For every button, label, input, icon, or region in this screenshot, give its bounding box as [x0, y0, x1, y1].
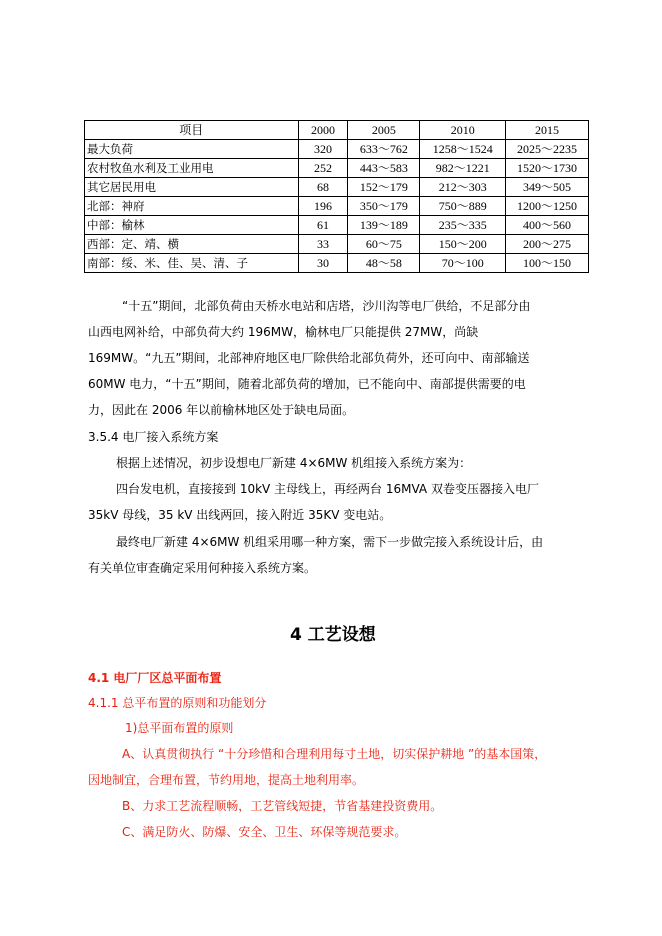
paragraph-line: 169MW。“九五”期间，北部神府地区电厂除供给北部负荷外，还可向中、南部输送: [88, 351, 530, 365]
paragraph-line: 力，因此在 2006 年以前榆林地区处于缺电局面。: [88, 403, 355, 417]
table-cell: 200～275: [506, 235, 589, 254]
table-cell: 48～58: [348, 254, 420, 273]
header-cell: 2005: [348, 121, 420, 140]
table-header-row: [85, 121, 589, 140]
table-cell: 150～200: [420, 235, 506, 254]
subsection-label: 1)总平面布置的原则: [125, 721, 234, 735]
header-cell: 2010: [420, 121, 506, 140]
table-cell: 北部：神府: [85, 197, 299, 216]
table-cell: 1258～1524: [420, 140, 506, 159]
table-cell: 139～189: [348, 216, 420, 235]
table-cell: 252: [298, 159, 348, 178]
table-cell: 349～505: [506, 178, 589, 197]
header-cell: 项目: [85, 121, 299, 140]
table-cell: 443～583: [348, 159, 420, 178]
header-cell: 2015: [506, 121, 589, 140]
table-cell: 中部：榆林: [85, 216, 299, 235]
table-cell: 61: [298, 216, 348, 235]
table-row: [85, 216, 589, 235]
paragraph-line: 山西电网补给，中部负荷大约 196MW，榆林电厂只能提供 27MW，尚缺: [88, 325, 479, 339]
table-cell: 农村牧鱼水利及工业用电: [85, 159, 299, 178]
table-row: [85, 140, 589, 159]
paragraph-line: “十五”期间，北部负荷由天桥水电站和店塔，沙川沟等电厂供给，不足部分由: [122, 299, 531, 313]
table-cell: 235～335: [420, 216, 506, 235]
table-cell: 750～889: [420, 197, 506, 216]
chapter-title: 4 工艺设想: [290, 625, 376, 645]
table-cell: 68: [298, 178, 348, 197]
table-cell: 350～179: [348, 197, 420, 216]
table-cell: 152～179: [348, 178, 420, 197]
section-heading-4-1: 4.1 电厂厂区总平面布置: [88, 671, 222, 685]
table-cell: 320: [298, 140, 348, 159]
table-cell: 30: [298, 254, 348, 273]
table-cell: 70～100: [420, 254, 506, 273]
table-cell: 982～1221: [420, 159, 506, 178]
list-item-a-cont: 因地制宜，合理布置，节约用地，提高土地利用率。: [88, 773, 365, 787]
table-cell: 196: [298, 197, 348, 216]
table-cell: 最大负荷: [85, 140, 299, 159]
paragraph-line: 最终电厂新建 4×6MW 机组采用哪一种方案，需下一步做完接入系统设计后，由: [116, 535, 544, 549]
load-forecast-table: [84, 120, 589, 273]
table-cell: 1520～1730: [506, 159, 589, 178]
section-heading-3-5-4: 3.5.4 电厂接入系统方案: [88, 430, 219, 444]
table-cell: 400～560: [506, 216, 589, 235]
paragraph-line: 有关单位审查确定采用何种接入系统方案。: [88, 561, 317, 575]
paragraph-line: 四台发电机，直接接到 10kV 主母线上，再经两台 16MVA 双卷变压器接入电厂: [116, 482, 539, 496]
list-item-b: B、力求工艺流程顺畅，工艺管线短捷，节省基建投资费用。: [122, 799, 443, 813]
table-row: [85, 235, 589, 254]
table-row: [85, 197, 589, 216]
table-cell: 其它居民用电: [85, 178, 299, 197]
list-item-c: C、满足防火、防爆、安全、卫生、环保等规范要求。: [122, 825, 407, 839]
table-cell: 100～150: [506, 254, 589, 273]
paragraph-line: 35kV 母线，35 kV 出线两回，接入附近 35KV 变电站。: [88, 508, 392, 522]
table-row: [85, 254, 589, 273]
table-cell: 西部：定、靖、横: [85, 235, 299, 254]
table-cell: 633～762: [348, 140, 420, 159]
table-row: [85, 178, 589, 197]
table-cell: 2025～2235: [506, 140, 589, 159]
section-heading-4-1-1: 4.1.1 总平布置的原则和功能划分: [88, 696, 267, 710]
table-cell: 1200～1250: [506, 197, 589, 216]
header-cell: 2000: [298, 121, 348, 140]
table-cell: 南部：绥、米、佳、吴、清、子: [85, 254, 299, 273]
paragraph-line: 根据上述情况，初步设想电厂新建 4×6MW 机组接入系统方案为：: [116, 456, 472, 470]
list-item-a: A、认真贯彻执行 “十分珍惜和合理利用每寸土地，切实保护耕地 ”的基本国策，: [122, 747, 547, 761]
table-cell: 212～303: [420, 178, 506, 197]
table-row: [85, 159, 589, 178]
table-cell: 60～75: [348, 235, 420, 254]
paragraph-line: 60MW 电力，“十五”期间，随着北部负荷的增加，已不能向中、南部提供需要的电: [88, 377, 526, 391]
table-cell: 33: [298, 235, 348, 254]
